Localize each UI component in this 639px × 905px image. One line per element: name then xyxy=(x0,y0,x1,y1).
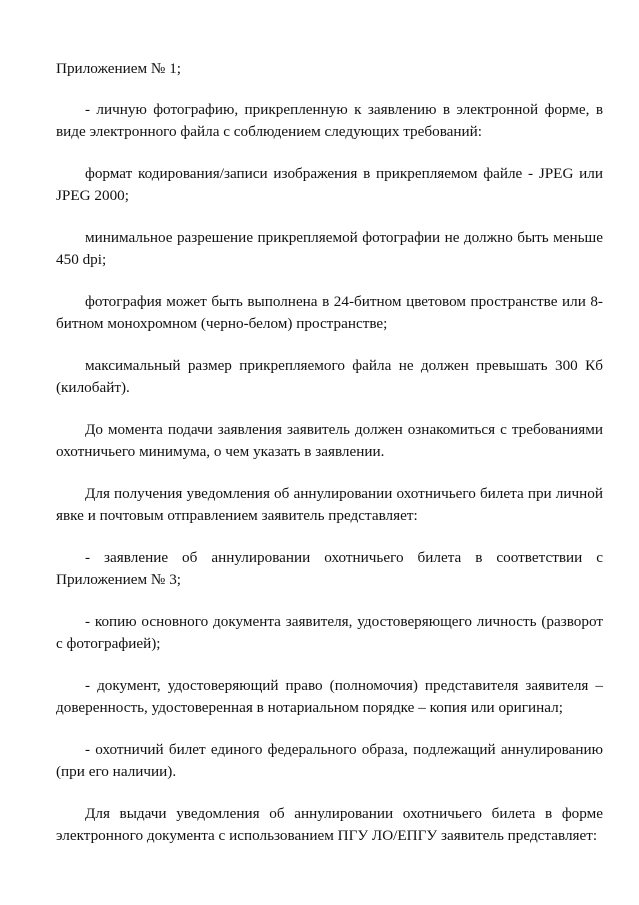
page-header-mark xyxy=(262,0,372,2)
paragraph-appendix-1-end: Приложением № 1; xyxy=(56,60,182,77)
paragraph-hunting-ticket: - охотничий билет единого федерального образа, подлежащий аннулированию (при его наличии). xyxy=(56,741,603,780)
paragraph-color-space: фотография может быть выполнена в 24-битном цветовом пространстве или 8-битном монохромном (черно-белом) пространстве; xyxy=(56,293,603,332)
paragraph-annulment-application: - заявление об аннулировании охотничьего билета в соответствии с Приложением № 3; xyxy=(56,549,603,588)
document-body xyxy=(56,58,603,847)
paragraph-annulment-in-person: Для получения уведомления об аннулировании охотничьего билета при личной явке и почтовым отправлением заявитель представляет: xyxy=(56,485,603,524)
paragraph-photo-requirement: - личную фотографию, прикрепленную к заявлению в электронной форме, в виде электронного файла с соблюдением следующих требований: xyxy=(56,101,603,140)
paragraph-representative-authority: - документ, удостоверяющий право (полномочия) представителя заявителя – доверенность, удостоверенная в нотариальном порядке – копия или оригинал; xyxy=(56,677,603,716)
paragraph-hunting-minimum: До момента подачи заявления заявитель должен ознакомиться с требованиями охотничьего минимума, о чем указать в заявлении. xyxy=(56,421,603,460)
paragraph-identity-copy: - копию основного документа заявителя, удостоверяющего личность (разворот с фотографией); xyxy=(56,613,603,652)
paragraph-min-resolution: минимальное разрешение прикрепляемой фотографии не должно быть меньше 450 dpi; xyxy=(56,229,603,268)
paragraph-image-format: формат кодирования/записи изображения в прикрепляемом файле - JPEG или JPEG 2000; xyxy=(56,165,603,204)
paragraph-electronic-annulment: Для выдачи уведомления об аннулировании охотничьего билета в форме электронного документа с использованием ПГУ ЛО/ЕПГУ заявитель представляет: xyxy=(56,805,603,844)
paragraph-max-file-size: максимальный размер прикрепляемого файла не должен превышать 300 Кб (килобайт). xyxy=(56,357,603,396)
